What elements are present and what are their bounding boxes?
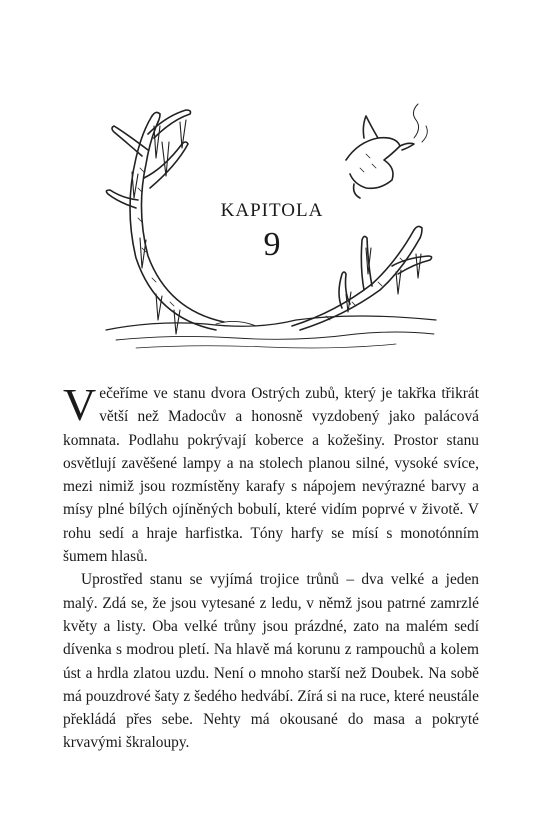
drop-cap: V <box>63 379 97 430</box>
chapter-label: KAPITOLA <box>220 200 324 221</box>
chapter-number: 9 <box>263 226 281 263</box>
paragraph: Uprostřed stanu se vyjímá trojice trůnů – dva velké a jeden malý. Zdá se, že jsou vytesané z ledu, v němž jsou patrné zamrzlé květy a listy. Oba velké trůny jsou prázdné, zato na malém sedí dívenka s modrou pletí. Na hlavě má korunu z rampouchů a kolem úst a hrdla zlatou uzdu. Není o mnoho starší než Doubek. Na sobě má pouzdrové šaty z šedého hedvábí. Zírá si na ruce, které neustále překládá přes sebe. Nehty má okousané do masa a pokryté krvavými škraloupy. <box>63 571 479 752</box>
snow-ground <box>106 316 436 348</box>
chapter-body <box>63 379 479 755</box>
bird-icon <box>346 104 427 198</box>
paragraph <box>63 379 479 568</box>
paragraph-text: ečeříme ve stanu dvora Ostrých zubů, který je takřka třikrát větší než Madocův a honosně vyzdobený jako palácová komnata. Podlahu pokrývají koberce a kožešiny. Prostor stanu osvětlují zavěšené lampy a na stolech planou silné, vysoké svíce, mezi nimiž jsou rozmístěny karafy s nápojem nevýrazné barvy a mísy plné bílých ojíněných bobulí, které vidím poprvé v životě. V rohu sedí a hraje harfistka. Tóny harfy se mísí s monotónním šumem hlasů. <box>63 385 479 566</box>
